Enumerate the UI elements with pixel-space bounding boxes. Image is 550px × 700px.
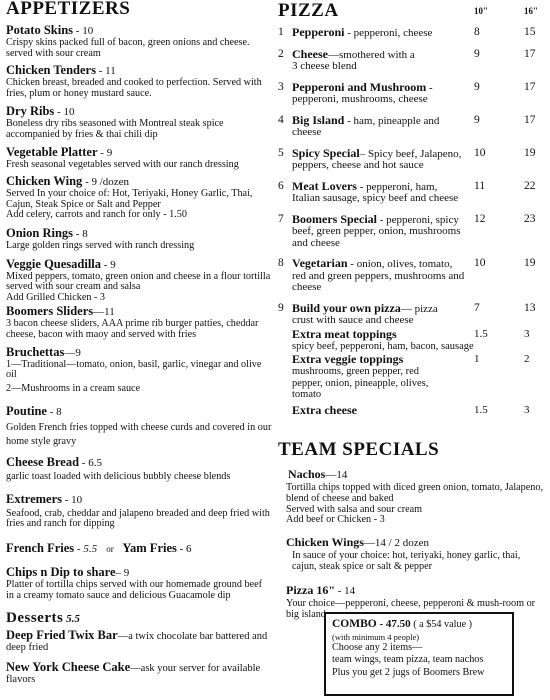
pizza-row: [278, 27, 546, 40]
combo-price: - 47.50: [376, 618, 411, 630]
item-price: - 10: [62, 493, 83, 506]
pizza-number: 6: [278, 179, 284, 192]
item-name: French Fries: [6, 541, 75, 556]
item-price: - 10: [73, 25, 94, 37]
menu-item: [6, 105, 272, 140]
or-text: or: [106, 544, 114, 555]
item-desc: Platter of tortilla chips served with our homemade ground beef in a creamy tomato sauce and delicious Guacamole dip: [6, 579, 263, 601]
left-column: [6, 0, 272, 686]
pizza-title: PIZZA: [278, 0, 339, 21]
pizza-desc: - pepperoni, mushrooms, cheese: [292, 81, 433, 105]
menu-item: [6, 493, 272, 530]
price-16: 2: [524, 352, 530, 365]
item-extra: Add celery, carrots and ranch for only - 1.50: [6, 209, 187, 221]
team-item: [286, 533, 546, 573]
pizza-number: 4: [278, 113, 284, 126]
item-name: Chips n Dip to share: [6, 565, 116, 580]
pizza-number: 3: [278, 80, 284, 93]
price-16: 17: [524, 113, 536, 126]
item-name: Yam Fries: [122, 541, 177, 556]
combo-minimum: (with minimum 4 people): [332, 631, 420, 642]
item-price: - 9: [101, 258, 116, 271]
item-name: Veggie Quesadilla: [6, 256, 102, 271]
price-10: 1: [474, 352, 480, 365]
item-price: —11: [93, 306, 115, 319]
item-price: —14 / 2 dozen: [363, 537, 429, 550]
item-price: - 5.5: [74, 543, 98, 556]
item-desc: Mixed peppers, tomato, green onion and cheese in a flour tortilla served with sour cream and salsa: [6, 270, 271, 293]
price-16: 17: [524, 47, 536, 60]
item-price: – 9: [115, 567, 130, 580]
price-16: 23: [524, 212, 536, 225]
appetizers-title: APPETIZERS: [6, 0, 131, 19]
item-desc: Chicken breast, breaded and cooked to perfection. Served with fries, plum or honey mustard sauce.: [6, 77, 262, 99]
item-desc: 1—Traditional—tomato, onion, basil, garlic, vinegar and olive oil: [6, 358, 262, 381]
pizza-desc: - pepperoni, cheese: [344, 27, 433, 39]
pizza-name: Pepperoni: [292, 25, 345, 39]
pizza-number: 7: [278, 212, 284, 225]
price-16: 19: [524, 257, 536, 269]
pizza-name: Boomers Special: [292, 211, 377, 226]
price-16: 22: [524, 179, 536, 192]
price-10: 9: [474, 80, 480, 93]
item-name: Extremers: [6, 491, 62, 506]
price-16: 3: [524, 403, 530, 416]
desserts-price: 5.5: [63, 613, 80, 626]
price-16: 19: [524, 146, 536, 159]
extra-veggie-row: [292, 351, 546, 401]
combo-line: team wings, team pizza, team nachos: [332, 654, 484, 665]
right-column: [278, 0, 546, 620]
pizza-row: [278, 112, 546, 139]
item-price: - 10: [54, 106, 75, 119]
item-price: - 14: [334, 584, 356, 597]
item-desc: —ask your server for available flavors: [6, 663, 261, 686]
pizza-name: Meat Lovers: [292, 178, 357, 193]
price-10: 9: [474, 113, 480, 126]
price-16: 3: [524, 327, 530, 340]
item-name: Chicken Wing: [6, 174, 83, 189]
price-10: 10: [474, 146, 486, 159]
pizza-name: Vegetarian: [292, 256, 348, 270]
item-desc: —a twix chocolate bar battered and deep fried: [6, 631, 268, 653]
size-16-label: 16": [524, 6, 538, 16]
price-10: 9: [474, 47, 480, 60]
price-16: 15: [524, 26, 536, 38]
pizza-name: Big Island: [292, 112, 345, 127]
item-desc: Served In your choice of: Hot, Teriyaki, Honey Garlic, Thai, Cajun, Steak Spice or Salt and Pepper: [6, 188, 253, 210]
item-desc: Served with salsa and sour cream: [286, 503, 423, 515]
item-price: - 8: [46, 406, 62, 419]
item-name: Nachos: [288, 467, 326, 481]
combo-value-note: ( a $54 value ): [410, 619, 473, 630]
desserts-heading: [6, 609, 272, 627]
pizza-header: [278, 0, 546, 22]
item-desc: Fresh seasonal vegetables served with our ranch dressing: [6, 158, 239, 170]
pizza-number: 2: [278, 47, 284, 60]
item-desc: Large golden rings served with ranch dressing: [6, 239, 195, 251]
item-name: Dry Ribs: [6, 104, 55, 119]
item-desc: garlic toast loaded with delicious bubbly cheese blends: [6, 471, 231, 483]
item-name: Poutine: [6, 404, 47, 419]
size-10-label: 10": [474, 6, 488, 16]
item-desc: Your choice—pepperoni, cheese, pepperoni & mush-room or big island: [286, 597, 536, 620]
menu-item: [6, 64, 272, 99]
pizza-name: Spicy Special: [292, 145, 360, 160]
item-desc: Tortilla chips topped with diced green onion, tomato, Jalapeno, blend of cheese and baked: [286, 482, 544, 504]
menu-item: [6, 405, 272, 448]
pizza-row: [278, 211, 546, 250]
price-10: 12: [474, 212, 486, 225]
item-price: - 6.5: [79, 457, 102, 470]
item-name: Chicken Wings: [286, 535, 364, 550]
item-desc: Golden French fries topped with cheese curds and covered in our home style gravy: [6, 422, 272, 447]
extra-name: Extra cheese: [292, 402, 357, 417]
item-extra: Add Grilled Chicken - 3: [6, 291, 106, 303]
pizza-row: [278, 79, 546, 106]
price-10: 7: [474, 301, 480, 314]
pizza-number: 9: [278, 301, 284, 314]
item-desc: Boneless dry ribs seasoned with Montreal steak spice accompanied by fries & thai chili dip: [6, 118, 224, 140]
fries-line: [6, 542, 272, 556]
pizza-desc: - ham, pineapple and cheese: [292, 114, 440, 138]
item-desc: Crispy skins packed full of bacon, green onions and cheese. served with sour cream: [6, 37, 250, 59]
pizza-number: 1: [278, 26, 284, 38]
item-price: —9: [64, 346, 81, 359]
extra-name: Extra veggie toppings: [292, 351, 404, 366]
combo-title: COMBO: [332, 618, 377, 630]
item-price: - 6: [176, 543, 192, 556]
extra-desc: spicy beef, pepperoni, ham, bacon, sausage: [292, 341, 474, 352]
item-name: New York Cheese Cake: [6, 660, 131, 675]
pizza-name: Cheese: [292, 46, 328, 61]
item-desc: Add beef or Chicken - 3: [286, 514, 385, 526]
pizza-name: Build your own pizza: [292, 300, 401, 315]
price-10: 8: [474, 26, 480, 38]
extra-meat-row: [292, 326, 546, 353]
pizza-row: [278, 178, 546, 205]
pizza-desc: - pepperoni, ham, Italian sausage, spicy beef and cheese: [292, 180, 459, 204]
combo-line: Plus you get 2 jugs of Boomers Brew: [332, 666, 485, 678]
pizza-name: Pepperoni and Mushroom: [292, 79, 427, 94]
menu-item: [6, 346, 272, 395]
item-name: Chicken Tenders: [6, 63, 96, 78]
item-price: - 11: [95, 65, 116, 78]
price-10: 1.5: [474, 327, 488, 340]
item-price: - 9 /dozen: [82, 176, 130, 189]
combo-line: Choose any 2 items—: [332, 641, 423, 653]
price-16: 17: [524, 80, 536, 93]
pizza-desc: - onion, olives, tomato, red and green peppers, mushrooms and cheese: [292, 258, 465, 293]
price-10: 1.5: [474, 403, 488, 416]
pizza-number: 8: [278, 257, 284, 269]
pizza-row: [278, 145, 546, 172]
pizza-number: 5: [278, 146, 284, 159]
item-name: Bruchettas: [6, 344, 65, 359]
item-extra: 2—Mushrooms in a cream sauce: [6, 382, 141, 394]
menu-item: [6, 175, 272, 221]
item-name: Onion Rings: [6, 225, 74, 240]
item-price: - 9: [97, 146, 113, 159]
price-16: 13: [524, 301, 536, 314]
extra-desc: mushrooms, green pepper, red pepper, onion, pineapple, olives, tomato: [292, 366, 429, 400]
menu-item: [6, 305, 272, 340]
menu-item: [6, 258, 272, 304]
item-name: Boomers Sliders: [6, 304, 94, 319]
menu-item: [6, 227, 272, 252]
pizza-desc: —smothered with a 3 cheese blend: [292, 48, 415, 72]
dessert-item: [6, 661, 272, 685]
pizza-row: [278, 46, 546, 73]
item-name: Potato Skins: [6, 23, 74, 37]
item-name: Pizza 16": [286, 582, 335, 597]
pizza-desc: – Spicy beef, Jalapeno, peppers, cheese and hot sauce: [292, 147, 462, 171]
item-name: Cheese Bread: [6, 455, 80, 470]
extra-cheese-row: [292, 402, 546, 418]
team-specials-title: TEAM SPECIALS: [278, 439, 440, 460]
pizza-desc: — pizza crust with sauce and cheese: [292, 302, 438, 326]
item-name: Deep Fried Twix Bar: [6, 628, 118, 643]
item-price: —14: [325, 469, 348, 481]
combo-box: [324, 612, 514, 696]
item-desc: In sauce of your choice: hot, teriyaki, honey garlic, thai, cajun, steak spice or salt & pepper: [292, 550, 521, 572]
menu-item: [6, 146, 272, 171]
item-desc: 3 bacon cheese sliders, AAA prime rib burger patties, cheddar cheese, bacon with maoy and served with fries: [6, 318, 259, 340]
menu-item: [6, 566, 272, 601]
item-name: Vegetable Platter: [6, 144, 98, 159]
item-price: - 8: [73, 227, 88, 240]
desserts-title: Desserts: [6, 610, 64, 627]
item-desc: Seafood, crab, cheddar and jalapeno breaded and deep fried with fries and ranch for dipping: [6, 507, 270, 530]
price-10: 10: [474, 257, 486, 269]
extra-name: Extra meat toppings: [292, 326, 397, 341]
pizza-row: [278, 300, 546, 327]
team-item: [288, 465, 546, 526]
pizza-desc: - pepperoni, spicy beef, green pepper, onion, mushrooms and cheese: [292, 213, 461, 249]
menu-item: [6, 24, 272, 59]
pizza-row: [278, 258, 546, 294]
price-10: 11: [474, 179, 486, 192]
menu-item: [6, 456, 272, 483]
dessert-item: [6, 629, 272, 653]
